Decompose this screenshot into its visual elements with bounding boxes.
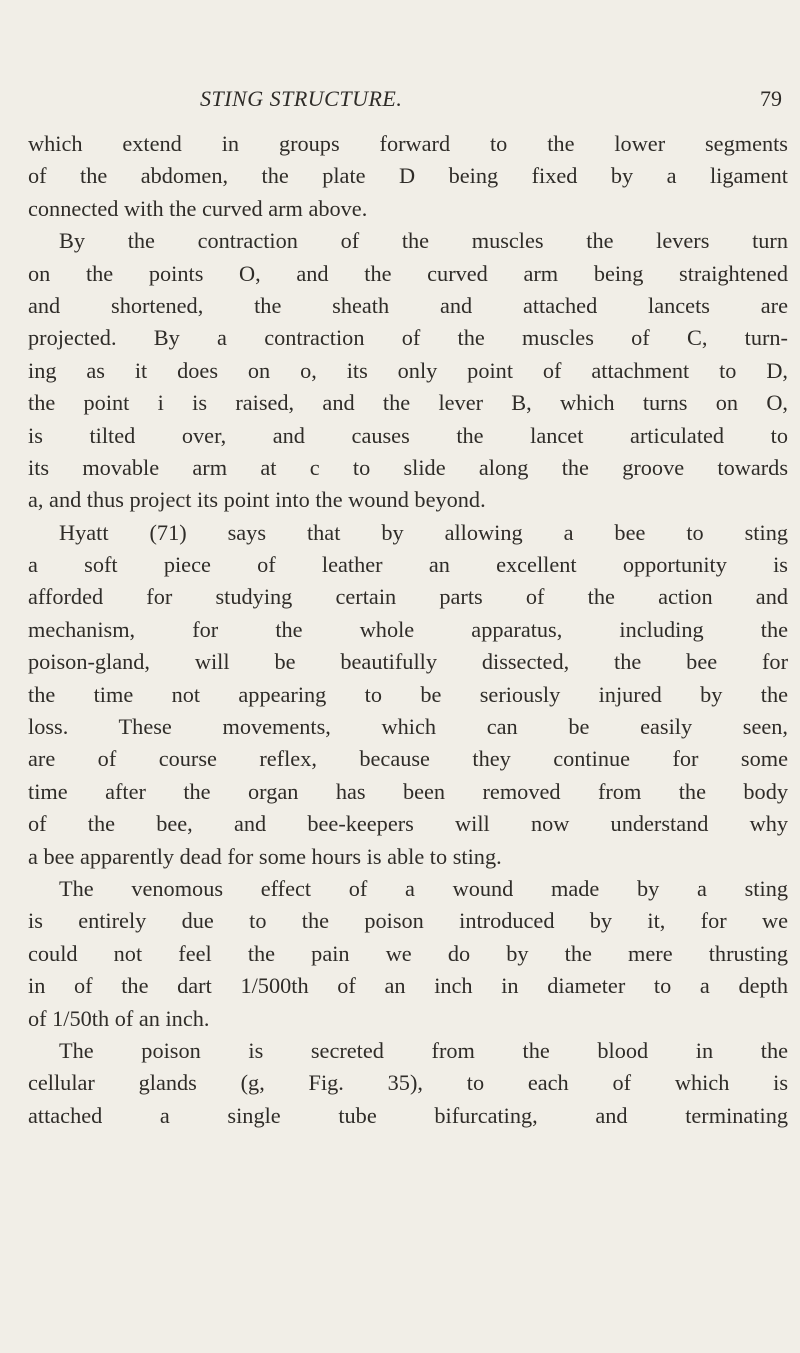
text-line: of the abdomen, the plate D being fixed by a ligament	[28, 163, 788, 189]
text-line: the point i is raised, and the lever B, which turns on O,	[28, 390, 788, 416]
text-line: loss. These movements, which can be easily seen,	[28, 714, 788, 740]
text-line: ing as it does on o, its only point of attachment to D,	[28, 357, 788, 383]
text-line: of the bee, and bee-keepers will now understand why	[28, 811, 788, 837]
text-line: a soft piece of leather an excellent opportunity is	[28, 552, 788, 578]
body-text	[28, 128, 788, 1132]
text-line: The poison is secreted from the blood in the	[59, 1037, 788, 1063]
text-line: The venomous effect of a wound made by a sting	[59, 875, 788, 901]
text-line: Hyatt (71) says that by allowing a bee to sting	[59, 519, 788, 545]
text-line: afforded for studying certain parts of the action and	[28, 584, 788, 610]
text-line: mechanism, for the whole apparatus, including the	[28, 616, 788, 642]
text-line: attached a single tube bifurcating, and terminating	[28, 1102, 788, 1128]
text-line: which extend in groups forward to the lower segments	[28, 131, 788, 156]
text-line: its movable arm at c to slide along the groove towards	[28, 454, 788, 480]
text-line: are of course reflex, because they continue for some	[28, 746, 788, 772]
text-line: time after the organ has been removed from the body	[28, 778, 788, 804]
text-line: By the contraction of the muscles the levers turn	[59, 228, 788, 254]
running-head	[0, 86, 800, 116]
page-number: 79	[760, 86, 782, 111]
text-line: poison-gland, will be beautifully dissected, the bee for	[28, 649, 788, 675]
text-line: in of the dart 1/500th of an inch in diameter to a depth	[28, 973, 788, 999]
text-line: connected with the curved arm above.	[28, 195, 368, 221]
text-line: cellular glands (g, Fig. 35), to each of which is	[28, 1070, 788, 1096]
running-title: STING STRUCTURE.	[200, 86, 403, 111]
text-line: a, and thus project its point into the wound beyond.	[28, 487, 486, 513]
text-line: on the points O, and the curved arm being straightened	[28, 260, 788, 286]
text-line: of 1/50th of an inch.	[28, 1005, 210, 1031]
text-line: the time not appearing to be seriously injured by the	[28, 681, 788, 707]
text-line: could not feel the pain we do by the mere thrusting	[28, 940, 788, 966]
text-line: projected. By a contraction of the muscles of C, turn-	[28, 325, 788, 351]
text-line: a bee apparently dead for some hours is able to sting.	[28, 843, 502, 869]
text-line: is entirely due to the poison introduced by it, for we	[28, 908, 788, 934]
text-line: is tilted over, and causes the lancet articulated to	[28, 422, 788, 448]
text-line: and shortened, the sheath and attached lancets are	[28, 292, 788, 318]
